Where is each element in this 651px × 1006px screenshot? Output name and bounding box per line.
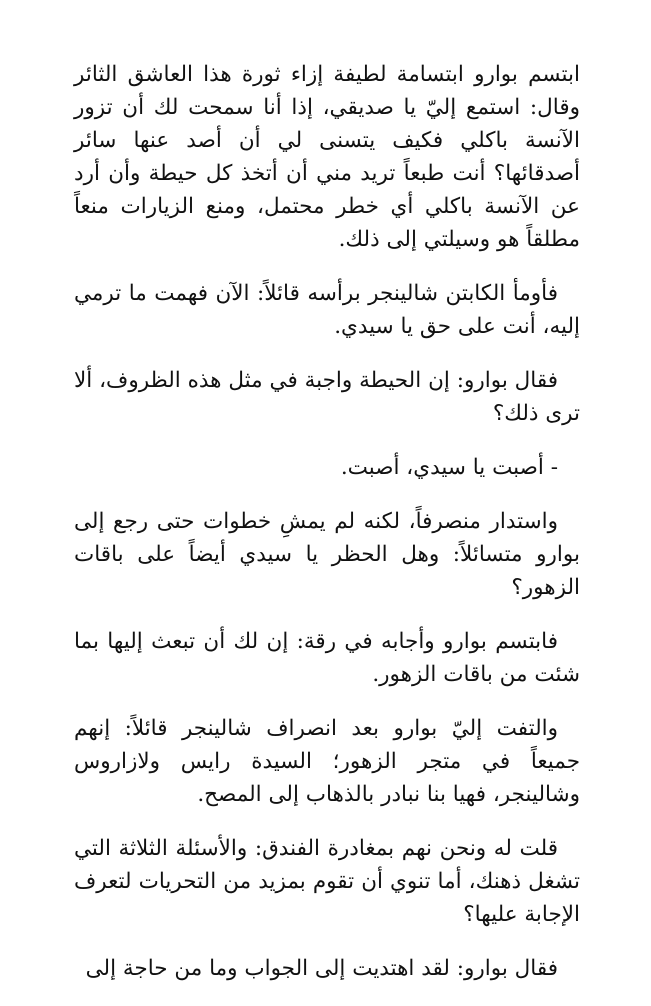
paragraph-challenger-nods: فأومأ الكابتن شالينجر برأسه قائلاً: الآن فهمت ما ترمي إليه، أنت على حق يا سيدي. [74, 281, 580, 339]
paragraph-flowers-answer: فابتسم بوارو وأجابه في رقة: إن لك أن تبعث إليها بما شئت من باقات الزهور. [74, 629, 580, 687]
paragraph-poirot-smiles: ابتسم بوارو ابتسامة لطيفة إزاء ثورة هذا العاشق الثائر وقال: استمع إليّ يا صديقي، إذا أنا سمحت لك أن تزور الآنسة باكلي فكيف يتسنى لي أن أصد عنها سائر أصدقائها؟ أنت طبعاً تريد مني أن أتخذ كل حيطة وأن أرد عن الآنسة باكلي أي خطر محتمل، ومنع الزيارات منعاً مطلقاً هو وسيلتي إلى ذلك. [74, 62, 580, 252]
paragraph-three-questions: قلت له ونحن نهم بمغادرة الفندق: والأسئلة الثلاثة التي تشغل ذهنك، أما تنوي أن تقوم بمزيد من التحريات لتعرف الإجابة عليها؟ [74, 836, 580, 927]
paragraph-found-answer: فقال بوارو: لقد اهتديت إلى الجواب وما من حاجة إلى [85, 956, 558, 981]
book-page [74, 58, 580, 1006]
paragraph-dialogue-reply: - أصبت يا سيدي، أصبت. [340, 455, 558, 480]
paragraph-flower-shop: والتفت إليّ بوارو بعد انصراف شالينجر قائلاً: إنهم جميعاً في متجر الزهور؛ السيدة رايس ولازاروس وشالينجر، فهيا بنا نبادر بالذهاب إلى المصح. [74, 716, 580, 807]
paragraph-caution-necessary: فقال بوارو: إن الحيطة واجبة في مثل هذه الظروف، ألا ترى ذلك؟ [74, 368, 580, 426]
paragraph-flowers-question: واستدار منصرفاً، لكنه لم يمشِ خطوات حتى رجع إلى بوارو متسائلاً: وهل الحظر يا سيدي أيضاً على باقات الزهور؟ [74, 509, 580, 600]
